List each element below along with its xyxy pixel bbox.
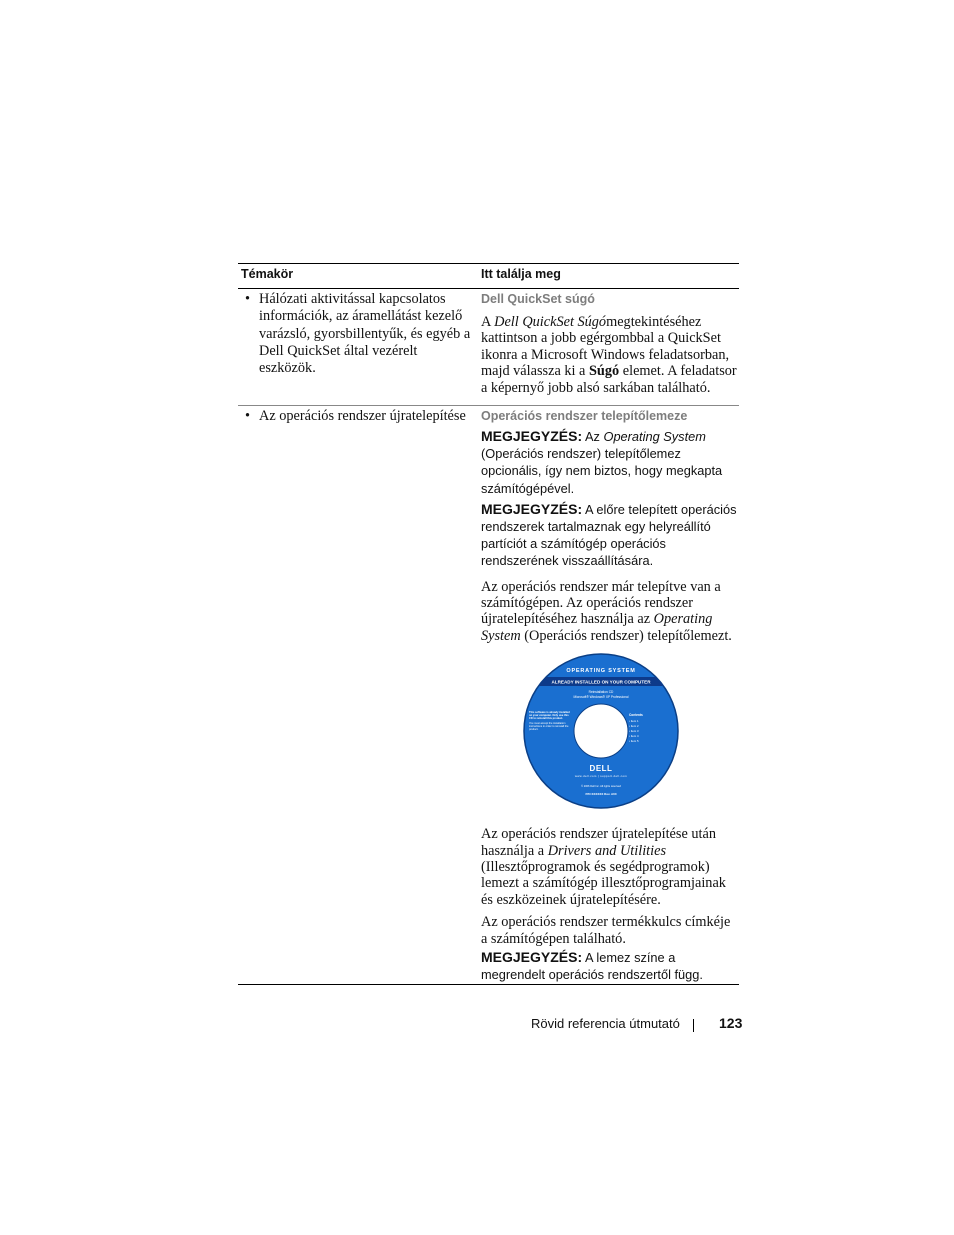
disc-left-bold: This software is already installed on your computer. Only use this CD to reinstall this product.: [529, 711, 570, 721]
list-item: • Az operációs rendszer újratelepítése: [245, 408, 466, 424]
note-1-pre: Az: [582, 429, 604, 444]
disc-content-item: • Item 4: [629, 734, 639, 738]
note-1-post: (Operációs rendszer) telepítőlemez opcionális, így nem biztos, hogy megkapta számítógépével.: [481, 446, 723, 496]
header-rule: [238, 288, 739, 289]
row2-section-title: Operációs rendszer telepítőlemeze: [481, 409, 688, 423]
para2-pre: Az operációs rendszer újratelepítése után használja a: [481, 826, 716, 859]
para1-italic: Operating System: [481, 611, 713, 644]
note-3-text: A lemez színe a megrendelt operációs rendszertől függ.: [481, 950, 703, 983]
reference-table: [238, 263, 739, 988]
note-3: [481, 949, 739, 983]
row1-para-start: A: [481, 314, 495, 330]
row1-para-end: elemet. A feladatsor a képernyő jobb alsó sarkában található.: [481, 363, 737, 396]
note-1: [481, 428, 739, 497]
note-3-label: MEGJEGYZÉS:: [481, 949, 583, 966]
disc-content-item: • Item 5: [629, 739, 639, 743]
row-divider: [238, 405, 739, 406]
table-bottom-rule: [238, 984, 739, 985]
row2-paragraph-3: Az operációs rendszer termékkulcs címkéje a számítógépen található.: [481, 914, 731, 947]
row2-paragraph-1: [481, 579, 739, 645]
para2-post: (Illesztőprogramok és segédprogramok) lemezt a számítógép illesztőprogramjainak és eszközeinek újratelepítésére.: [481, 859, 726, 908]
footer-separator: [693, 1019, 694, 1032]
disc-title: OPERATING SYSTEM: [566, 668, 636, 674]
disc-svg: [523, 653, 679, 809]
disc-band-text: ALREADY INSTALLED ON YOUR COMPUTER: [551, 679, 651, 685]
operating-system-disc-image: [523, 653, 679, 809]
disc-content-item: • Item 2: [629, 724, 639, 728]
list-item: • Hálózati aktivitással kapcsolatos információk, az áramellátást kezelő varázsló, gyorsbillentyűk, és egyéb a Dell QuickSet által vezérelt eszközök.: [245, 291, 471, 377]
table-top-rule: [238, 263, 739, 264]
para2-italic: Drivers and Utilities: [547, 842, 667, 859]
disc-bottom-code: P/N XXXXXX Rev. A00: [585, 792, 617, 796]
note-2-label: MEGJEGYZÉS:: [481, 500, 583, 517]
row1-para-italic: Dell QuickSet Súgó: [494, 314, 607, 330]
row2-paragraph-2: [481, 826, 739, 908]
note-1-label: MEGJEGYZÉS:: [481, 428, 583, 444]
para1-post: (Operációs rendszer) telepítőlemezt.: [520, 627, 732, 644]
note-2-text: A előre telepített operációs rendszerek tartalmaznak egy helyreállító partíciót a számítógép operációs rendszerének visszaállítására.: [481, 501, 737, 569]
row2-topic-cell: [241, 408, 476, 425]
note-1-italic: Operating System: [603, 429, 706, 444]
row2-topic-text: Az operációs rendszer újratelepítése: [259, 408, 466, 424]
disc-left-small: You must accept the installation instructions in order to reinstall the product.: [529, 722, 569, 732]
para1-pre: Az operációs rendszer már telepítve van a számítógépen. Az operációs rendszer újratelepítéséhez használja az: [481, 578, 721, 628]
disc-contents-label: Contents: [629, 713, 643, 717]
footer-title: Rövid referencia útmutató: [531, 1016, 680, 1031]
dell-logo: DELL: [589, 764, 613, 773]
row1-paragraph: [481, 314, 739, 396]
note-2: [481, 501, 739, 570]
row1-where-cell: [481, 291, 739, 396]
disc-content-item: • Item 3: [629, 729, 639, 733]
disc-product-line2: Microsoft® Windows® XP Professional: [573, 695, 629, 699]
disc-product-line1: Reinstallation CD: [588, 690, 614, 694]
page-number: 123: [719, 1015, 743, 1031]
disc-hole: [574, 704, 628, 758]
column-header-topic: Témakör: [241, 267, 294, 281]
row1-section-title: Dell QuickSet súgó: [481, 292, 595, 306]
disc-bottom-small: © 2006 Dell Inc. All rights reserved: [581, 785, 621, 788]
column-header-where: Itt találja meg: [481, 267, 561, 281]
disc-content-item: • Item 1: [629, 719, 639, 723]
disc-left-text-box: [529, 711, 573, 755]
row1-para-mid: megtekintéséhez kattintson a jobb egérgombbal a QuickSet ikonra a Microsoft Windows feladatsorban, majd válassza ki a: [481, 314, 730, 380]
disc-brand-sub: www.dell.com | support.dell.com: [574, 774, 628, 778]
row1-topic-text: Hálózati aktivitással kapcsolatos információk, az áramellátást kezelő varázsló, gyorsbillentyűk, és egyéb a Dell QuickSet által vezérelt eszközök.: [259, 291, 471, 377]
row1-topic-cell: [241, 291, 476, 377]
row1-para-bold: Súgó: [588, 363, 620, 380]
